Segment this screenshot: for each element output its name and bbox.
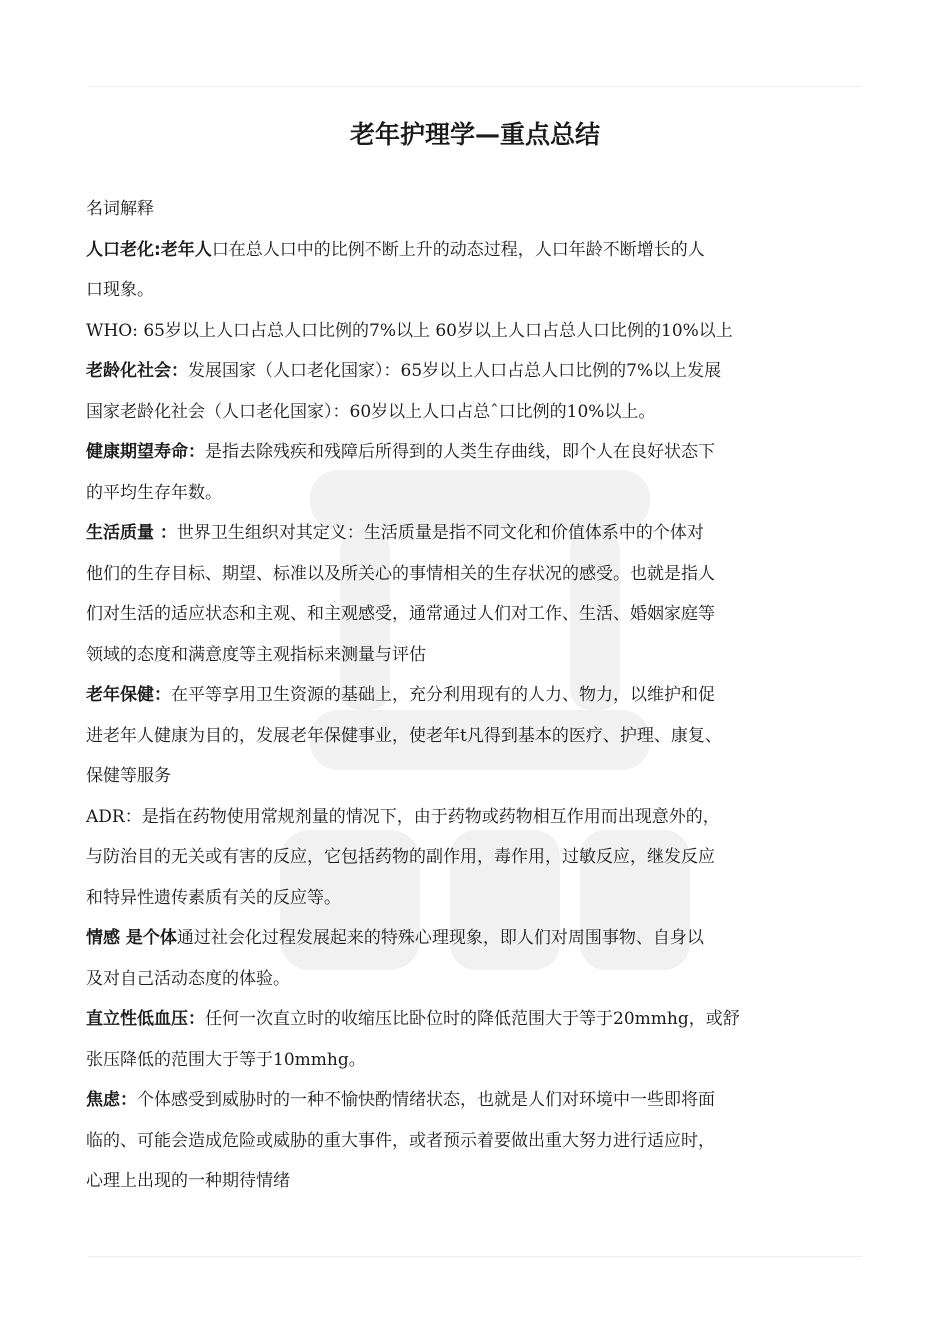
line-text: 口现象。 (86, 280, 154, 300)
page-title: 老年护理学—重点总结 (349, 120, 600, 149)
text-line (86, 594, 886, 635)
line-text: 他们的生存目标、期望、标准以及所关心的事情相关的生存状况的感受。也就是指人 (86, 563, 715, 584)
line-text: 的平均生存年数。 (86, 482, 222, 503)
line-text: 与防治目的无关或有害的反应，它包括药物的副作用，毒作用，过敏反应，继发反应 (86, 847, 715, 867)
line-text: 心理上出现的一种期待情绪 (86, 1171, 290, 1191)
section-heading: 名词解释 (86, 199, 154, 219)
text-line (86, 1040, 886, 1081)
text-line (86, 837, 886, 878)
line-text: 张压降低的范围大于等于10mmhg。 (86, 1049, 366, 1070)
text-line (86, 392, 886, 433)
text-line (86, 999, 886, 1040)
text-line (86, 675, 886, 716)
term-label: 直立性低血压： (86, 1009, 205, 1029)
line-text: WHO: 65岁以上人口占总人口比例的7%以上 60岁以上人口占总人口比例的10%以上 (86, 320, 733, 341)
footer-divider (88, 1256, 862, 1257)
definition-lines (86, 230, 886, 1202)
text-line (86, 959, 886, 1000)
text-line (86, 797, 886, 838)
text-line (86, 270, 886, 311)
line-text: 和特异性遗传素质有关的反应等。 (86, 887, 341, 908)
line-text: 保健等服务 (86, 766, 171, 786)
text-line (86, 1080, 886, 1121)
text-line (86, 351, 886, 392)
line-text: 在平等享用卫生资源的基础上，充分利用现有的人力、物力，以维护和促 (171, 685, 715, 705)
line-text: 及对自己活动态度的体验。 (86, 968, 290, 989)
document-body (86, 189, 886, 1202)
header-divider (88, 86, 862, 87)
line-text: 是指去除残疾和残障后所得到的人类生存曲线，即个人在良好状态下 (205, 442, 715, 462)
line-text: 们对生活的适应状态和主观、和主观感受，通常通过人们对工作、生活、婚姻家庭等 (86, 604, 715, 624)
line-text: ADR：是指在药物使用常规剂量的情况下，由于药物或药物相互作用而出现意外的， (86, 806, 720, 827)
term-label: 生活质量 ： (86, 523, 177, 543)
line-text: 领域的态度和满意度等主观指标来测量与评估 (86, 644, 426, 665)
text-line (86, 432, 886, 473)
text-line (86, 230, 886, 271)
line-text: 任何一次直立时的收缩压比卧位时的降低范围大于等于20mmhg，或舒 (205, 1009, 740, 1029)
term-label: 人口老化:老年人 (86, 239, 212, 260)
term-label: 老龄化社会： (86, 361, 188, 381)
text-line (86, 513, 886, 554)
line-text: 发展国家（人口老化国家）：65岁以上人口占总人口比例的7%以上发展 (188, 361, 722, 381)
line-text: 进老年人健康为目的，发展老年保健事业，使老年t凡得到基本的医疗、护理、康复、 (86, 725, 722, 746)
text-line (86, 554, 886, 595)
term-label: 情感 是个体 (86, 928, 177, 948)
text-line (86, 473, 886, 514)
text-line (86, 1121, 886, 1162)
line-text: 口在总人口中的比例不断上升的动态过程，人口年龄不断增长的人 (211, 239, 705, 260)
line-text: 通过社会化过程发展起来的特殊心理现象，即人们对周围事物、自身以 (176, 928, 704, 948)
line-text: 国家老龄化社会（人口老化国家）：60岁以上人口占总ˆ口比例的10%以上。 (86, 401, 656, 422)
line-text: 临的、可能会造成危险或威胁的重大事件，或者预示着要做出重大努力进行适应时， (86, 1130, 715, 1151)
text-line (86, 635, 886, 676)
text-line (86, 918, 886, 959)
term-label: 焦虑： (86, 1090, 137, 1110)
text-line (86, 878, 886, 919)
line-text: 个体感受到威胁时的一种不愉快酌情绪状态，也就是人们对环境中一些即将面 (137, 1090, 715, 1110)
text-line (86, 1161, 886, 1202)
term-label: 健康期望寿命： (86, 442, 205, 462)
text-line (86, 716, 886, 757)
text-line (86, 311, 886, 352)
line-text: 世界卫生组织对其定义：生活质量是指不同文化和价值体系中的个体对 (176, 523, 704, 543)
term-label: 老年保健： (86, 685, 171, 705)
text-line (86, 756, 886, 797)
